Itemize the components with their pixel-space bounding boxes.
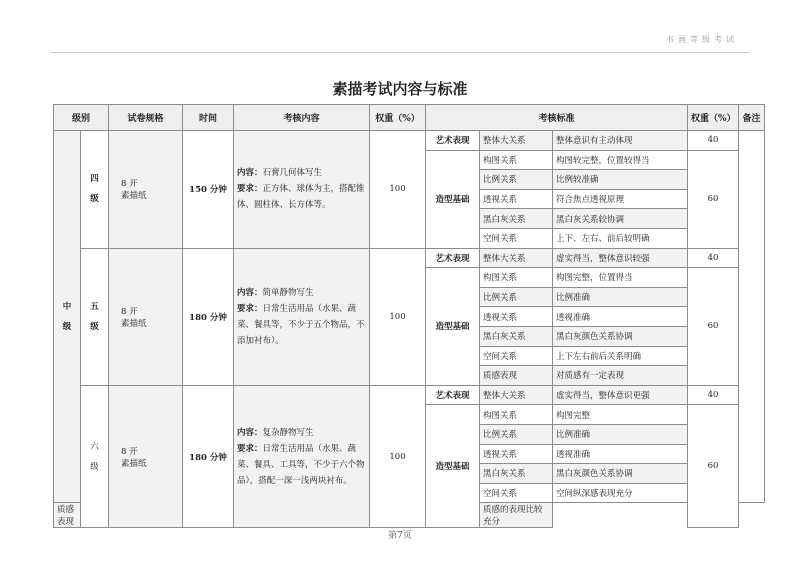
time-cell: 180 分钟 — [183, 385, 234, 528]
content-cell: 内容：简单静物写生 要求：日常生活用品（水果、蔬菜、餐具等，不少于五个物品，不添加衬布）。 — [234, 248, 370, 385]
content-cell: 内容：复杂静物写生 要求：日常生活用品（水果、蔬菜、餐具、工具等，不少于六个物品），搭配一深一浅两块衬布。 — [234, 385, 370, 528]
table-row — [54, 131, 765, 151]
header-text: 书画等级考试 — [666, 35, 738, 44]
desc-cell: 黑白灰颜色关系协调 — [553, 326, 688, 346]
item-cell: 构图关系 — [480, 150, 553, 170]
desc-cell: 比例较准确 — [553, 170, 688, 190]
col-header-paper: 试卷规格 — [109, 105, 183, 131]
desc-cell: 比例准确 — [553, 287, 688, 307]
item-cell: 空间关系 — [480, 346, 553, 366]
time-cell: 150 分钟 — [183, 131, 234, 249]
desc-cell: 构图较完整，位置较得当 — [553, 150, 688, 170]
category-cell: 造型基础 — [426, 405, 480, 528]
item-cell: 整体大关系 — [480, 385, 553, 405]
sub-weight-cell: 60 — [688, 405, 739, 528]
col-header-notes: 备注 — [739, 105, 765, 131]
col-header-weight: 权重（%） — [370, 105, 426, 131]
weight-cell: 100 — [370, 385, 426, 528]
desc-cell: 黑白灰颜色关系协调 — [553, 464, 688, 484]
col-header-weight-2: 权重（%） — [688, 105, 739, 131]
item-cell: 透视关系 — [480, 307, 553, 327]
desc-cell: 虚实得当，整体意识较强 — [553, 248, 688, 268]
category-cell: 艺术表现 — [426, 248, 480, 268]
table-row — [54, 385, 765, 405]
col-header-time: 时间 — [183, 105, 234, 131]
item-cell: 黑白灰关系 — [480, 326, 553, 346]
time-cell: 180 分钟 — [183, 248, 234, 385]
item-cell: 比例关系 — [480, 287, 553, 307]
item-cell: 构图关系 — [480, 405, 553, 425]
group-label-cell: 中 级 — [54, 131, 81, 503]
notes-cell — [739, 131, 765, 503]
desc-cell: 空间纵深感表现充分 — [553, 483, 688, 503]
col-header-level: 级别 — [54, 105, 109, 131]
desc-cell: 符合焦点透视原理 — [553, 189, 688, 209]
item-cell: 比例关系 — [480, 424, 553, 444]
paper-spec-cell: 8 开 素描纸 — [109, 248, 183, 385]
item-cell: 构图关系 — [480, 268, 553, 288]
item-cell: 透视关系 — [480, 444, 553, 464]
table-row — [54, 248, 765, 268]
desc-cell: 构图完整，位置得当 — [553, 268, 688, 288]
item-cell: 黑白灰关系 — [480, 464, 553, 484]
level-label-cell: 六 级 — [81, 385, 109, 528]
header-row — [54, 105, 765, 131]
sub-weight-cell: 40 — [688, 131, 739, 151]
sub-weight-cell: 60 — [688, 268, 739, 386]
item-cell: 黑白灰关系 — [480, 209, 553, 229]
desc-cell: 黑白灰关系较协调 — [553, 209, 688, 229]
item-cell: 空间关系 — [480, 228, 553, 248]
page-number: 第7页 — [388, 531, 412, 541]
desc-cell: 整体意识有主动体现 — [553, 131, 688, 151]
content-cell: 内容：石膏几何体写生 要求：正方体、球体为主，搭配锥体、圆柱体、长方体等。 — [234, 131, 370, 249]
item-cell: 整体大关系 — [480, 248, 553, 268]
exam-standards-table — [53, 104, 765, 528]
header-divider — [50, 52, 750, 53]
paper-spec-cell: 8 开 素描纸 — [109, 385, 183, 528]
item-cell: 透视关系 — [480, 189, 553, 209]
level-label-cell: 四 级 — [81, 131, 109, 249]
desc-cell: 质感的表现比较充分 — [480, 503, 553, 528]
desc-cell: 上下左右前后关系明确 — [553, 346, 688, 366]
weight-cell: 100 — [370, 131, 426, 249]
col-header-standard: 考核标准 — [426, 105, 688, 131]
item-cell: 质感表现 — [480, 366, 553, 386]
category-cell: 艺术表现 — [426, 131, 480, 151]
item-cell: 整体大关系 — [480, 131, 553, 151]
desc-cell: 比例准确 — [553, 424, 688, 444]
page-title: 素描考试内容与标准 — [332, 80, 468, 98]
category-cell: 艺术表现 — [426, 385, 480, 405]
level-label-cell: 五 级 — [81, 248, 109, 385]
paper-spec-cell: 8 开 素描纸 — [109, 131, 183, 249]
desc-cell: 透视准确 — [553, 307, 688, 327]
desc-cell: 透视准确 — [553, 444, 688, 464]
item-cell: 质感表现 — [54, 503, 81, 528]
category-cell: 造型基础 — [426, 150, 480, 248]
category-cell: 造型基础 — [426, 268, 480, 386]
desc-cell: 上下、左右、前后较明确 — [553, 228, 688, 248]
desc-cell: 对质感有一定表现 — [553, 366, 688, 386]
sub-weight-cell: 40 — [688, 385, 739, 405]
sub-weight-cell: 40 — [688, 248, 739, 268]
item-cell: 比例关系 — [480, 170, 553, 190]
sub-weight-cell: 60 — [688, 150, 739, 248]
weight-cell: 100 — [370, 248, 426, 385]
desc-cell: 虚实得当，整体意识更强 — [553, 385, 688, 405]
desc-cell: 构图完整 — [553, 405, 688, 425]
col-header-content: 考核内容 — [234, 105, 370, 131]
item-cell: 空间关系 — [480, 483, 553, 503]
